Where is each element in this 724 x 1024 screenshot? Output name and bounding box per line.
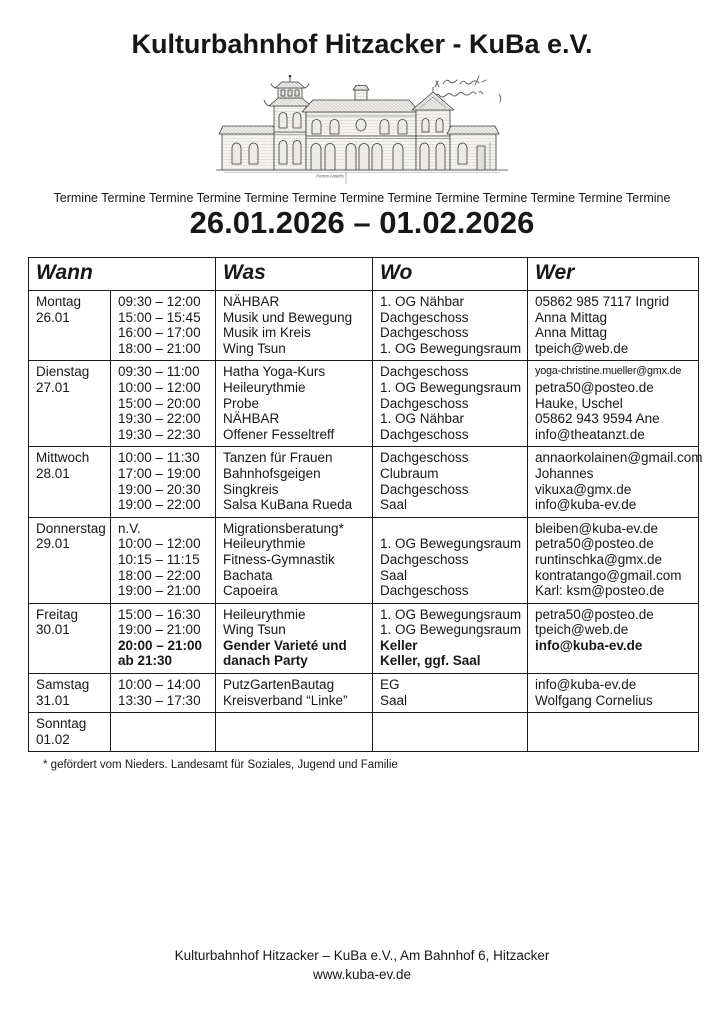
day-date: 29.01 <box>36 536 70 552</box>
location-cell <box>373 361 528 447</box>
location-cell <box>373 447 528 517</box>
contact-cell <box>528 603 699 673</box>
entry-activity: danach Party <box>223 653 308 669</box>
time-cell <box>111 713 216 752</box>
entry-time: 09:30 – 12:00 <box>118 294 201 309</box>
entry-location: Dachgeschoss <box>380 551 469 567</box>
entry-time: 19:00 – 20:30 <box>118 481 201 497</box>
station-caption: Perron Ansicht <box>316 173 344 179</box>
entry-location: Clubraum <box>380 465 439 481</box>
entry-contact: Karl: ksm@posteo.de <box>535 583 665 599</box>
contact-cell <box>528 517 699 603</box>
entry-location: Saal <box>380 567 408 583</box>
schedule-table <box>28 257 703 752</box>
entry-location: 1. OG Bewegungsraum <box>380 536 522 552</box>
entry-time: 10:00 – 11:30 <box>118 450 200 466</box>
location-cell <box>373 517 528 603</box>
entry-activity: Hatha Yoga-Kurs <box>223 364 326 380</box>
entry-time: 19:00 – 21:00 <box>118 622 201 638</box>
footer-address: Kulturbahnhof Hitzacker – KuBa e.V., Am Bahnhof 6, Hitzacker <box>174 948 550 963</box>
entry-time: 19:00 – 22:00 <box>118 497 201 513</box>
day-cell <box>29 674 111 713</box>
entry-contact: runtinschka@gmx.de <box>535 551 663 567</box>
entry-activity: Salsa KuBana Rueda <box>223 497 353 513</box>
location-cell <box>373 291 528 361</box>
entry-time: 20:00 – 21:00 <box>118 637 203 653</box>
station-drawing <box>212 72 512 184</box>
entry-time: 10:00 – 12:00 <box>118 536 201 552</box>
activity-cell <box>216 674 373 713</box>
day-name: Montag <box>36 294 82 309</box>
entry-location: Dachgeschoss <box>380 309 469 325</box>
entry-contact: tpeich@web.de <box>535 340 629 356</box>
entry-location: Dachgeschoss <box>380 395 469 411</box>
page-footer <box>0 946 724 984</box>
entry-contact: petra50@posteo.de <box>535 536 654 552</box>
schedule-row-dienstag <box>29 361 699 447</box>
entry-location: 1. OG Nähbar <box>380 294 465 309</box>
time-cell <box>111 674 216 713</box>
entry-contact: kontratango@gmail.com <box>535 567 682 583</box>
entry-contact: tpeich@web.de <box>535 622 629 638</box>
entry-location <box>380 521 524 537</box>
entry-location: Dachgeschoss <box>380 450 469 466</box>
column-header-was: Was <box>216 258 373 291</box>
day-date: 01.02 <box>36 731 70 747</box>
day-name: Dienstag <box>36 364 90 380</box>
schedule-row-freitag <box>29 603 699 673</box>
activity-cell <box>216 517 373 603</box>
entry-activity: NÄHBAR <box>223 294 280 309</box>
entry-time: 19:00 – 21:00 <box>118 583 201 599</box>
location-cell <box>373 603 528 673</box>
entry-activity: Tanzen für Frauen <box>223 450 333 466</box>
entry-time: 15:00 – 16:30 <box>118 606 201 622</box>
contact-cell <box>528 713 699 752</box>
entry-contact: bleiben@kuba-ev.de <box>535 520 659 536</box>
contact-cell <box>528 674 699 713</box>
entry-contact: yoga-christine.mueller@gmx.de <box>535 365 682 378</box>
entry-time: 09:30 – 11:00 <box>118 364 200 380</box>
page-title: Kulturbahnhof Hitzacker - KuBa e.V. <box>131 29 593 59</box>
footer-website: www.kuba-ev.de <box>312 967 412 982</box>
entry-location: Dachgeschoss <box>380 426 469 442</box>
entry-activity: Bahnhofsgeigen <box>223 465 321 481</box>
entry-activity: Bachata <box>223 567 273 583</box>
entry-time: 19:30 – 22:30 <box>118 426 201 442</box>
entry-activity: Musik im Kreis <box>223 325 311 341</box>
entry-time: n.V. <box>118 520 141 536</box>
column-header-wer: Wer <box>528 258 699 291</box>
schedule-row-sonntag <box>29 713 699 752</box>
activity-cell <box>216 291 373 361</box>
entry-location: 1. OG Bewegungsraum <box>380 340 522 356</box>
activity-cell <box>216 361 373 447</box>
day-cell <box>29 361 111 447</box>
entry-contact: Wolfgang Cornelius <box>535 692 653 708</box>
entry-contact: annaorkolainen@gmail.com <box>535 450 703 466</box>
contact-cell <box>528 361 699 447</box>
entry-activity: Heileurythmie <box>223 379 306 395</box>
entry-location: EG <box>380 677 400 693</box>
day-name: Samstag <box>36 677 90 693</box>
time-cell <box>111 517 216 603</box>
time-cell <box>111 291 216 361</box>
location-cell <box>373 674 528 713</box>
entry-location: Keller <box>380 637 418 653</box>
time-cell <box>111 361 216 447</box>
entry-location: 1. OG Bewegungsraum <box>380 379 522 395</box>
column-header-wo: Wo <box>373 258 528 291</box>
entry-time: 15:00 – 20:00 <box>118 395 201 411</box>
schedule-row-montag <box>29 291 699 361</box>
entry-contact: Anna Mittag <box>535 309 608 325</box>
entry-contact: 05862 943 9594 Ane <box>535 411 660 427</box>
entry-location: Keller, ggf. Saal <box>380 653 481 669</box>
day-name: Freitag <box>36 606 79 622</box>
entry-activity: Wing Tsun <box>223 622 286 638</box>
day-cell <box>29 291 111 361</box>
entry-activity: Offener Fesseltreff <box>223 426 335 442</box>
contact-cell <box>528 447 703 517</box>
entry-time: 17:00 – 19:00 <box>118 465 201 481</box>
schedule-header-row <box>29 258 699 291</box>
entry-time: 18:00 – 21:00 <box>118 340 201 356</box>
column-header-wann: Wann <box>29 258 216 291</box>
location-cell <box>373 713 528 752</box>
entry-time: 16:00 – 17:00 <box>118 325 201 341</box>
entry-activity: Gender Varieté und <box>223 637 347 653</box>
entry-time: 15:00 – 15:45 <box>118 309 201 325</box>
entry-contact: vikuxa@gmx.de <box>535 481 632 497</box>
entry-activity: Probe <box>223 395 260 411</box>
entry-time: 10:15 – 11:15 <box>118 551 200 567</box>
entry-activity: Heileurythmie <box>223 536 306 552</box>
day-name: Mittwoch <box>36 450 90 466</box>
entry-contact: info@kuba-ev.de <box>535 497 637 513</box>
schedule-table-body <box>29 291 703 752</box>
entry-location: Dachgeschoss <box>380 325 469 341</box>
entry-location: Dachgeschoss <box>380 364 469 380</box>
footnote: * gefördert vom Nieders. Landesamt für Soziales, Jugend und Familie <box>43 759 398 772</box>
time-cell <box>111 603 216 673</box>
entry-activity: PutzGartenBautag <box>223 677 335 693</box>
activity-cell <box>216 447 373 517</box>
station-illustration <box>0 72 724 184</box>
day-cell <box>29 713 111 752</box>
schedule-row-donnerstag <box>29 517 699 603</box>
entry-contact: info@kuba-ev.de <box>535 677 637 693</box>
entry-activity: Singkreis <box>223 481 279 497</box>
day-date: 26.01 <box>36 309 70 325</box>
entry-location: Dachgeschoss <box>380 481 469 497</box>
day-cell <box>29 517 111 603</box>
entry-time: ab 21:30 <box>118 653 173 669</box>
entry-contact <box>535 653 695 669</box>
schedule-row-samstag <box>29 674 699 713</box>
termine-banner: Termine Termine Termine Termine Termine Termine Termine Termine Termine Termine Termine Termine Termine <box>53 191 671 205</box>
day-name: Sonntag <box>36 716 87 732</box>
entry-time: 19:30 – 22:00 <box>118 411 201 427</box>
time-cell <box>111 447 216 517</box>
entry-contact: 05862 985 7117 Ingrid <box>535 294 670 309</box>
entry-location: Saal <box>380 692 408 708</box>
entry-contact: petra50@posteo.de <box>535 379 654 395</box>
entry-activity: Wing Tsun <box>223 340 286 356</box>
day-date: 28.01 <box>36 465 70 481</box>
entry-location: Saal <box>380 497 408 513</box>
entry-activity: Heileurythmie <box>223 606 306 622</box>
entry-time: 13:30 – 17:30 <box>118 692 201 708</box>
schedule-row-mittwoch <box>29 447 699 517</box>
day-date: 30.01 <box>36 622 70 638</box>
entry-time: 10:00 – 12:00 <box>118 379 201 395</box>
activity-cell <box>216 713 373 752</box>
day-cell <box>29 447 111 517</box>
entry-activity: Fitness-Gymnastik <box>223 551 335 567</box>
entry-location: 1. OG Nähbar <box>380 411 465 427</box>
entry-time: 10:00 – 14:00 <box>118 677 201 693</box>
day-name: Donnerstag <box>36 520 106 536</box>
entry-contact: Anna Mittag <box>535 325 608 341</box>
activity-cell <box>216 603 373 673</box>
entry-location: 1. OG Bewegungsraum <box>380 622 522 638</box>
day-date: 31.01 <box>36 692 70 708</box>
entry-contact: info@theatanzt.de <box>535 426 645 442</box>
entry-activity: Capoeira <box>223 583 278 599</box>
entry-contact: Johannes <box>535 465 594 481</box>
day-cell <box>29 603 111 673</box>
entry-location: Dachgeschoss <box>380 583 469 599</box>
entry-contact: info@kuba-ev.de <box>535 637 643 653</box>
entry-activity: NÄHBAR <box>223 411 280 427</box>
entry-activity: Migrationsberatung* <box>223 520 344 536</box>
contact-cell <box>528 291 699 361</box>
entry-time: 18:00 – 22:00 <box>118 567 201 583</box>
entry-activity: Kreisverband “Linke” <box>223 692 348 708</box>
day-date: 27.01 <box>36 379 70 395</box>
entry-contact: Hauke, Uschel <box>535 395 623 411</box>
entry-contact: petra50@posteo.de <box>535 606 654 622</box>
date-range-heading: 26.01.2026 – 01.02.2026 <box>189 205 535 240</box>
entry-activity: Musik und Bewegung <box>223 309 353 325</box>
entry-location: 1. OG Bewegungsraum <box>380 606 522 622</box>
